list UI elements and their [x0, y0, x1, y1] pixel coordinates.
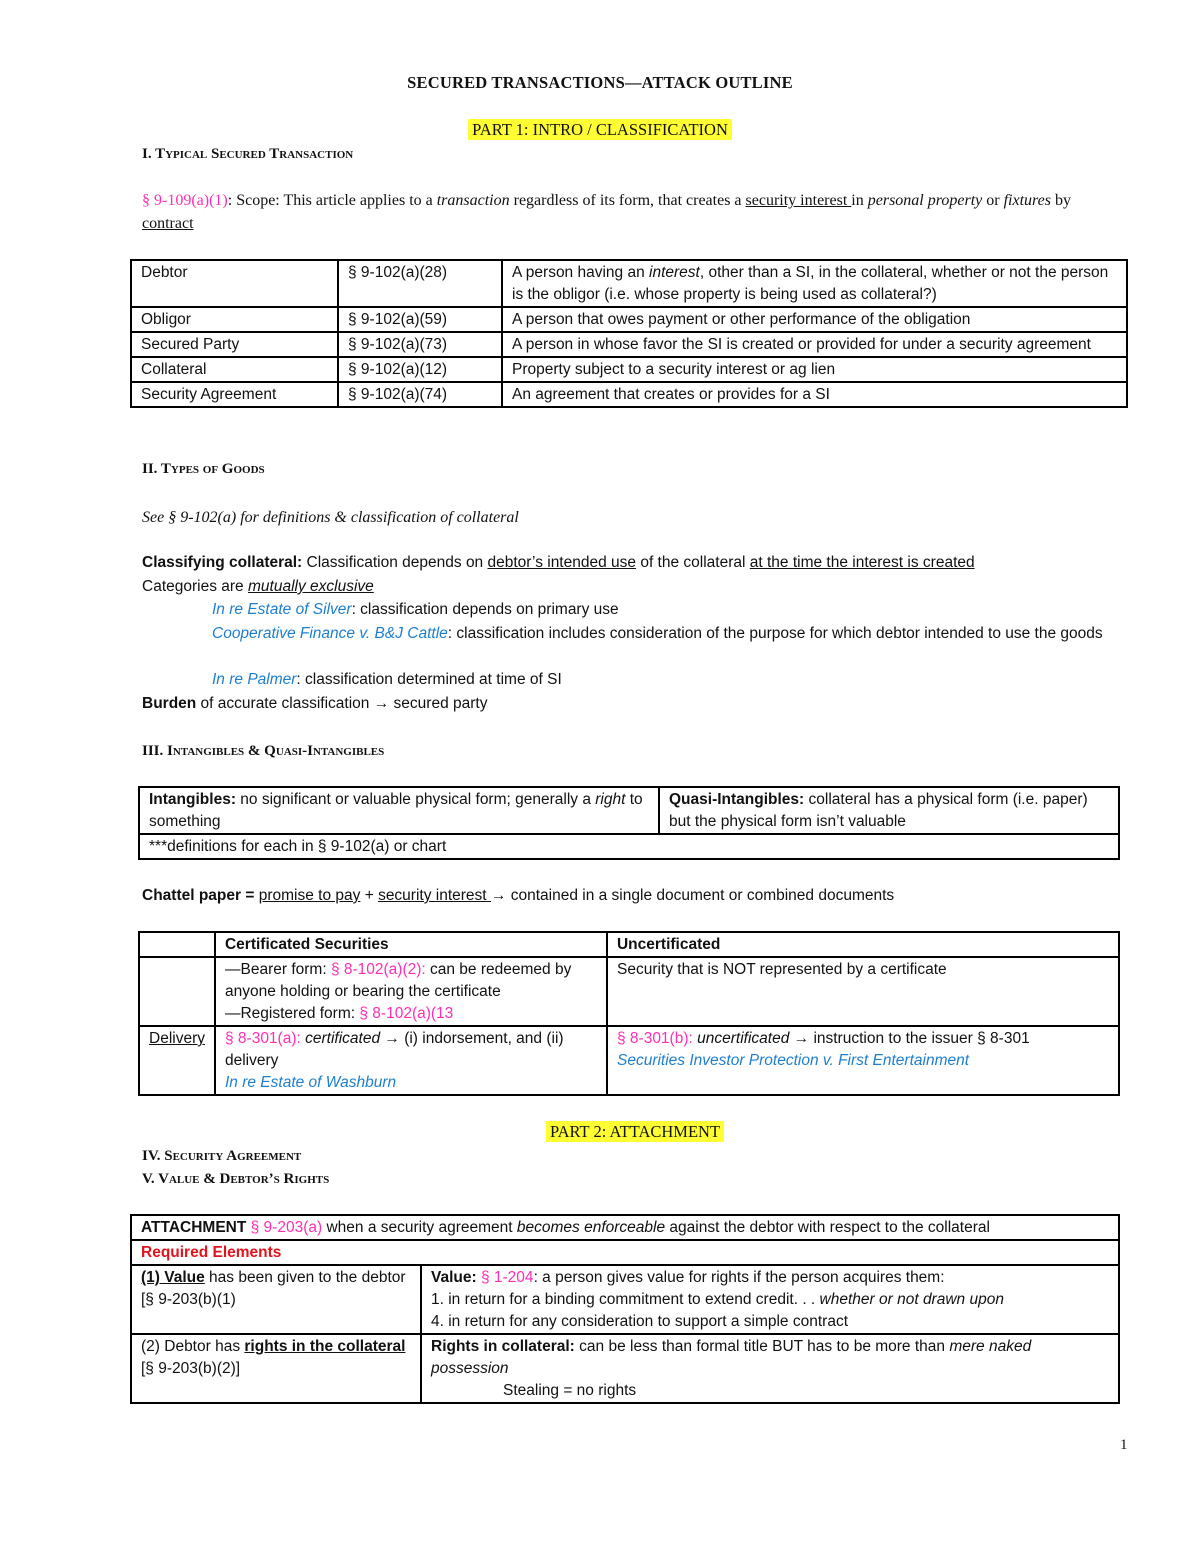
- burden-line: [142, 692, 487, 715]
- table-row: [139, 932, 1119, 957]
- delivery-cert-cite: § 8-301(a):: [224, 1030, 301, 1047]
- delivery-unc-text: instruction to the issuer § 8-301: [813, 1030, 1030, 1047]
- chattel-plus: +: [360, 887, 379, 904]
- part2-heading-wrap: [35, 1120, 1200, 1144]
- table-row: [131, 382, 1127, 407]
- case-washburn: In re Estate of Washburn: [224, 1074, 397, 1091]
- def-cite: § 9-102(a)(73): [338, 332, 502, 357]
- empty-cell: [139, 932, 215, 957]
- burden-label: Burden: [142, 695, 197, 712]
- header-uncertificated: Uncertificated: [607, 932, 1119, 957]
- def-term: Debtor: [131, 260, 338, 307]
- def-cite: § 9-102(a)(59): [338, 307, 502, 332]
- scope-text-c: in: [851, 192, 868, 209]
- quasi-text: collateral has a physical form (i.e. paper) but the physical form isn’t valuable: [669, 791, 1088, 830]
- def-cite: § 9-102(a)(28): [338, 260, 502, 307]
- intangibles-label: Intangibles:: [149, 791, 236, 808]
- classifying-time: at the time the interest is created: [749, 554, 975, 571]
- securities-table: [138, 931, 1120, 1096]
- arrow-right-icon: →: [793, 1030, 810, 1047]
- scope-cite: § 9-109(a)(1): [142, 192, 228, 209]
- def-term: Obligor: [131, 307, 338, 332]
- delivery-certificated: [215, 1026, 607, 1095]
- quasi-cell: [659, 787, 1119, 834]
- def-term: Collateral: [131, 357, 338, 382]
- table-row: [131, 1240, 1119, 1265]
- chattel-tail: contained in a single document or combined documents: [510, 887, 895, 904]
- attachment-definition: [131, 1215, 1119, 1240]
- rights-def-label: Rights in collateral:: [431, 1338, 575, 1355]
- scope-text-e: by: [1050, 192, 1071, 209]
- def-text-b: , other than a SI, in the collateral, whether or not the person is the obligor (i.e. whose property is being used as collateral?): [512, 264, 1109, 303]
- chattel-label: Chattel paper =: [142, 887, 255, 904]
- attachment-label: ATTACHMENT: [141, 1219, 247, 1236]
- registered-label: —Registered form:: [224, 1005, 360, 1022]
- section-4-heading: IV. Security Agreement: [142, 1148, 302, 1164]
- case-silver: [212, 598, 1132, 621]
- value-element: [131, 1265, 421, 1334]
- case-name: In re Palmer: [212, 671, 297, 688]
- table-row: [139, 1026, 1119, 1095]
- classifying-label: Classifying collateral:: [142, 554, 303, 571]
- part2-heading: PART 2: ATTACHMENT: [546, 1121, 724, 1142]
- empty-cell: [139, 957, 215, 1026]
- rights-def-italic: mere naked possession: [431, 1338, 1032, 1377]
- bearer-cite: § 8-102(a)(2):: [330, 961, 426, 978]
- def-text-a: A person having an: [512, 264, 650, 281]
- table-row: [131, 332, 1127, 357]
- categories-line: [142, 575, 374, 598]
- def-text: Property subject to a security interest or ag lien: [502, 357, 1127, 382]
- scope-text-b: regardless of its form, that creates a: [509, 192, 746, 209]
- mutually-exclusive: mutually exclusive: [247, 578, 374, 595]
- delivery-cert-italic: certificated: [300, 1030, 381, 1047]
- value-item-1-italic: whether or not drawn upon: [819, 1291, 1004, 1308]
- arrow-right-icon: →: [384, 1030, 400, 1047]
- value-item-4: 4. in return for any consideration to support a simple contract: [431, 1313, 848, 1330]
- attachment-text-a: when a security agreement: [322, 1219, 517, 1236]
- definitions-note: ***definitions for each in § 9-102(a) or chart: [139, 834, 1119, 859]
- definitions-table: [130, 259, 1128, 408]
- bearer-text: can be redeemed by anyone holding or bearing the certificate: [224, 961, 572, 1000]
- scope-fixtures: fixtures: [1003, 192, 1051, 209]
- classifying-paragraph: [142, 551, 1132, 574]
- attachment-table: [130, 1214, 1120, 1404]
- table-row: [131, 1215, 1119, 1240]
- classifying-text-b: of the collateral: [636, 554, 750, 571]
- rights-label: rights in the collateral: [244, 1338, 406, 1355]
- table-row: [131, 357, 1127, 382]
- arrow-right-icon: →: [490, 887, 507, 904]
- table-row: [131, 1265, 1119, 1334]
- table-row: [139, 957, 1119, 1026]
- header-certificated: Certificated Securities: [215, 932, 607, 957]
- rights-def-text: can be less than formal title BUT has to be more than: [574, 1338, 950, 1355]
- attachment-cite: § 9-203(a): [246, 1219, 323, 1236]
- intangibles-cell: [139, 787, 659, 834]
- table-row: [139, 834, 1119, 859]
- intangibles-right: right: [595, 791, 626, 808]
- delivery-unc-italic: uncertificated: [692, 1030, 790, 1047]
- quasi-label: Quasi-Intangibles:: [669, 791, 805, 808]
- rights-element: [131, 1334, 421, 1403]
- stealing-note: Stealing = no rights: [503, 1382, 637, 1399]
- value-def-text: : a person gives value for rights if the person acquires them:: [533, 1269, 945, 1286]
- section-2-heading: II. Types of Goods: [142, 461, 265, 477]
- def-text: An agreement that creates or provides for a SI: [502, 382, 1127, 407]
- required-elements: Required Elements: [131, 1240, 1119, 1265]
- categories-text: Categories are: [142, 578, 248, 595]
- attachment-text-b: against the debtor with respect to the collateral: [665, 1219, 990, 1236]
- classifying-text-a: Classification depends on: [302, 554, 488, 571]
- scope-text-a: : Scope: This article applies to a: [227, 192, 437, 209]
- scope-transaction: transaction: [436, 192, 510, 209]
- table-row: [131, 260, 1127, 307]
- attachment-enforceable: becomes enforceable: [516, 1219, 666, 1236]
- section-5-heading: V. Value & Debtor’s Rights: [142, 1171, 330, 1187]
- case-name: Cooperative Finance v. B&J Cattle: [212, 625, 448, 642]
- case-name: In re Estate of Silver: [212, 601, 352, 618]
- value-def-cite: § 1-204: [476, 1269, 534, 1286]
- rights-text-b: [§ 9-203(b)(2)]: [141, 1360, 241, 1377]
- part1-heading-wrap: [0, 118, 1200, 142]
- delivery-unc-cite: § 8-301(b):: [616, 1030, 693, 1047]
- section-3-heading: III. Intangibles & Quasi-Intangibles: [142, 743, 385, 759]
- bearer-label: —Bearer form:: [224, 961, 331, 978]
- delivery-cert-text: (i) indorsement, and (ii) delivery: [224, 1030, 564, 1069]
- def-term: Security Agreement: [131, 382, 338, 407]
- table-row: [131, 1334, 1119, 1403]
- delivery-uncertificated: [607, 1026, 1119, 1095]
- case-text: : classification determined at time of SI: [296, 671, 562, 688]
- case-sipc: Securities Investor Protection v. First Entertainment: [616, 1052, 970, 1069]
- value-item-1: 1. in return for a binding commitment to extend credit. . .: [431, 1291, 820, 1308]
- part1-heading: PART 1: INTRO / CLASSIFICATION: [468, 119, 732, 140]
- value-label: (1) Value: [141, 1269, 205, 1286]
- def-text-italic: interest: [649, 264, 700, 281]
- case-cooperative: [212, 622, 1132, 645]
- scope-personal-property: personal property: [867, 192, 983, 209]
- def-term: Secured Party: [131, 332, 338, 357]
- arrow-right-icon: →: [373, 695, 390, 712]
- def-cite: § 9-102(a)(74): [338, 382, 502, 407]
- def-text: A person in whose favor the SI is created or provided for under a security agreement: [502, 332, 1127, 357]
- classifying-intended-use: debtor’s intended use: [487, 554, 637, 571]
- uncertificated-def: Security that is NOT represented by a certificate: [607, 957, 1119, 1026]
- case-text: : classification includes consideration of the purpose for which debtor intended to use the goods: [447, 625, 1103, 642]
- scope-security-interest: security interest: [745, 192, 852, 209]
- table-row: [131, 307, 1127, 332]
- page-number: 1: [1120, 1437, 1128, 1453]
- intangibles-text-b: to something: [149, 791, 643, 830]
- rights-text-a: (2) Debtor has: [141, 1338, 245, 1355]
- scope-text-d: or: [982, 192, 1004, 209]
- case-palmer: [212, 668, 1132, 691]
- rights-definition: [421, 1334, 1119, 1403]
- delivery-label: Delivery: [139, 1026, 215, 1095]
- def-text: [502, 260, 1127, 307]
- document-title: SECURED TRANSACTIONS—ATTACK OUTLINE: [407, 73, 793, 92]
- value-def-label: Value:: [431, 1269, 477, 1286]
- chattel-promise: promise to pay: [258, 887, 361, 904]
- burden-text: of accurate classification: [196, 695, 370, 712]
- scope-paragraph: [142, 189, 1112, 235]
- scope-contract: contract: [142, 215, 194, 232]
- table-row: [139, 787, 1119, 834]
- case-text: : classification depends on primary use: [351, 601, 619, 618]
- value-definition: [421, 1265, 1119, 1334]
- burden-party: secured party: [393, 695, 488, 712]
- see-definitions: See § 9-102(a) for definitions & classification of collateral: [142, 509, 519, 526]
- certificated-forms: [215, 957, 607, 1026]
- section-1-heading: I. Typical Secured Transaction: [142, 146, 354, 162]
- chattel-si: security interest: [378, 887, 491, 904]
- value-text: has been given to the debtor [§ 9-203(b)(1): [141, 1269, 406, 1308]
- chattel-paper-line: [142, 884, 894, 907]
- def-cite: § 9-102(a)(12): [338, 357, 502, 382]
- registered-cite: § 8-102(a)(13: [359, 1005, 454, 1022]
- intangibles-table: [138, 786, 1120, 860]
- intangibles-text-a: no significant or valuable physical form; generally a: [235, 791, 596, 808]
- def-text: A person that owes payment or other performance of the obligation: [502, 307, 1127, 332]
